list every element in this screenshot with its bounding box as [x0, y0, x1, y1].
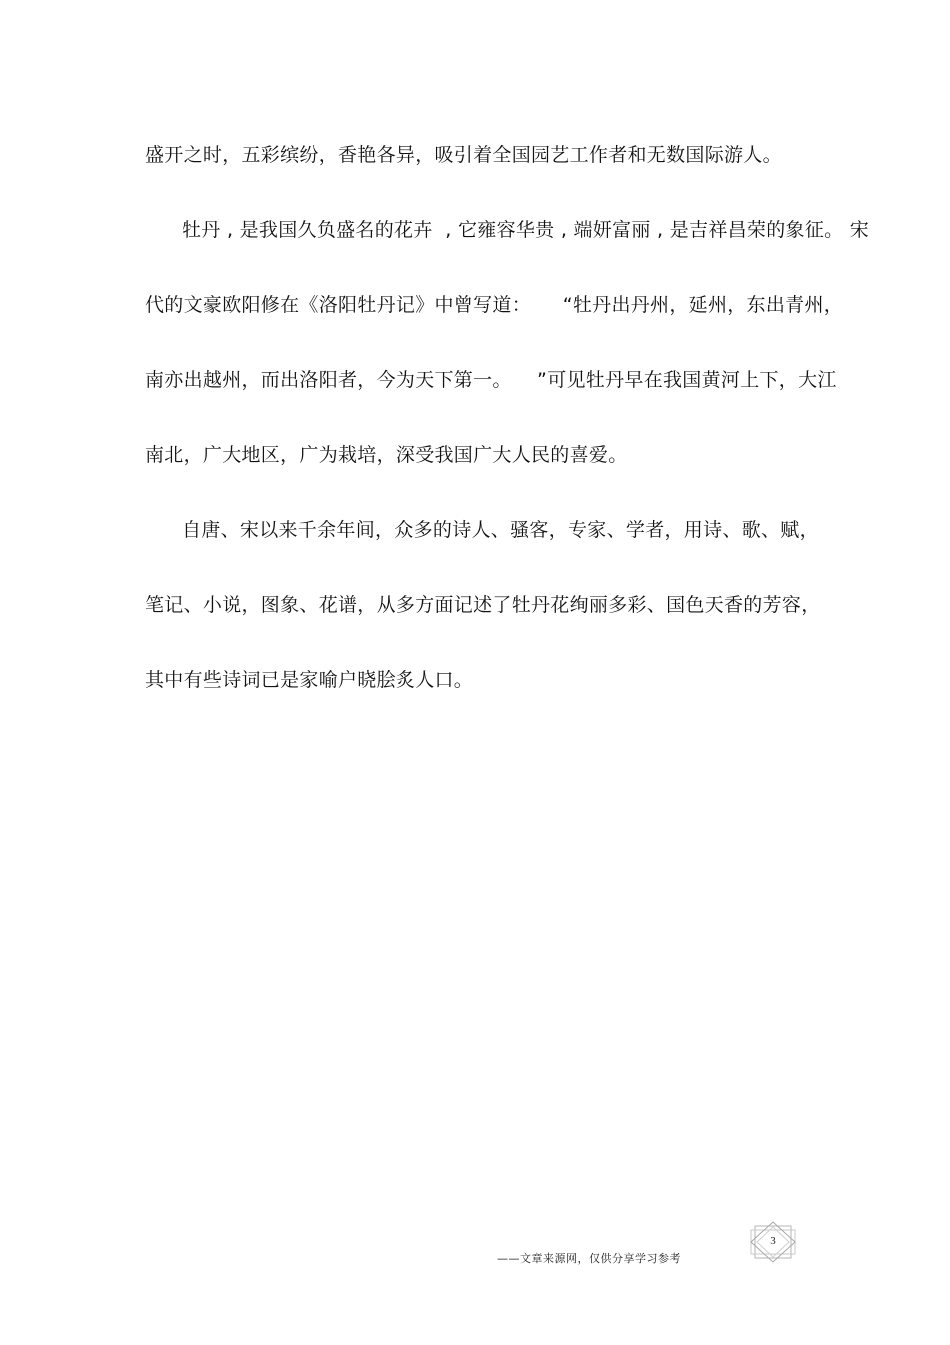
paragraph-line: 代的文豪欧阳修在《洛阳牡丹记》中曾写道： “牡丹出丹州，延州，东出青州，: [145, 294, 844, 316]
paragraph-line: 南亦出越州，而出洛阳者，今为天下第一。 ”可见牡丹早在我国黄河上下，大江: [145, 369, 837, 391]
page-number-badge: [749, 1221, 797, 1263]
footer-source-text: ——文章来源网，仅供分享学习参考: [497, 1252, 681, 1265]
paragraph-line: 牡丹 , 是我国久负盛名的花卉 , 它雍容华贵 , 端妍富丽 , 是吉祥昌荣的象征。 宋: [182, 219, 870, 241]
paragraph-line: 其中有些诗词已是家喻户晓脍炙人口。: [145, 669, 474, 691]
paragraph-line: 笔记、小说，图象、花谱，从多方面记述了牡丹花绚丽多彩、国色天香的芳容，: [145, 594, 821, 616]
paragraph-line: 自唐、宋以来千余年间，众多的诗人、骚客，专家、学者，用诗、歌、赋，: [182, 519, 819, 541]
paragraph-line: 盛开之时，五彩缤纷，香艳各异，吸引着全国园艺工作者和无数国际游人。: [145, 144, 782, 166]
paragraph-line: 南北，广大地区，广为栽培，深受我国广大人民的喜爱。: [145, 444, 628, 466]
page-number: 3: [770, 1235, 776, 1247]
